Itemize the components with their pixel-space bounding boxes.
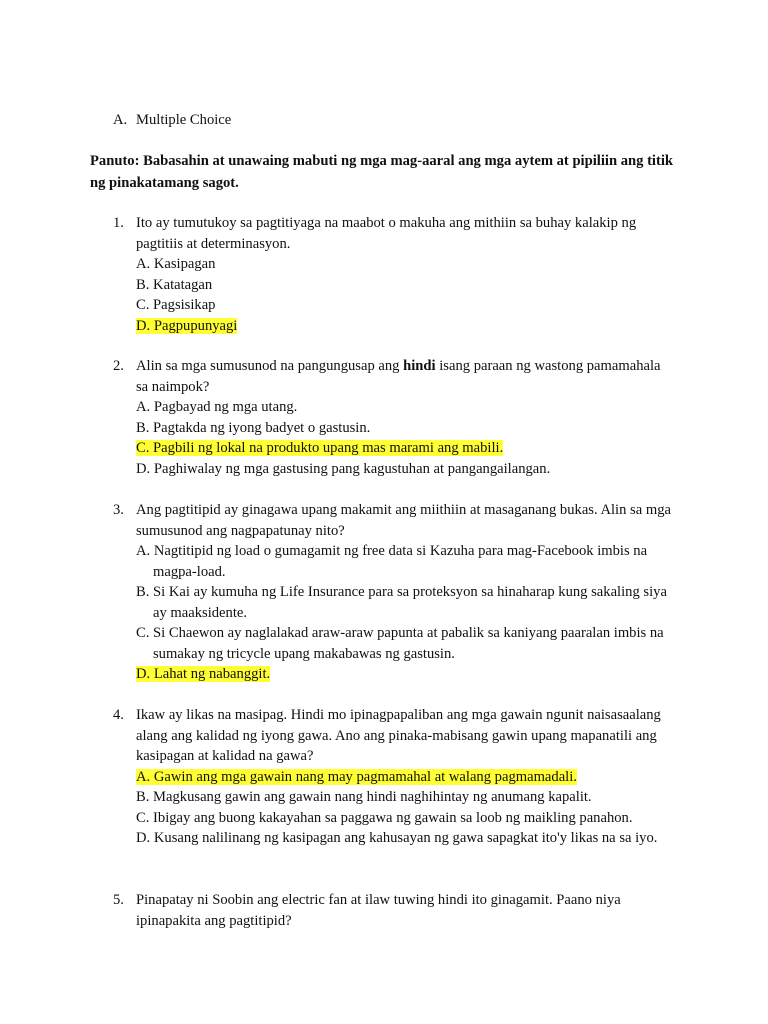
choice-d-answer: D. Pagpupunyagi [136,317,238,334]
choice-b: B. Si Kai ay kumuha ng Life Insurance para sa proteksyon sa hinaharap kung sakaling siya ay maaksidente. [136,584,667,621]
choice-a: A. Kasipagan [136,256,216,272]
section-marker: A. [113,112,128,128]
question-number: 3. [113,502,124,518]
question-1 [113,213,673,336]
instructions: Panuto: Babasahin at unawaing mabuti ng mga mag-aaral ang mga aytem at pipiliin ang titik ng pinakatamang sagot. [90,153,674,191]
section-heading [113,110,231,130]
question-2 [113,356,673,479]
question-stem: Pinapatay ni Soobin ang electric fan at ilaw tuwing hindi ito ginagamit. Paano niya ipinapakita ang pagtitipid? [136,892,621,929]
question-5 [113,890,673,931]
question-stem: Ikaw ay likas na masipag. Hindi mo ipinagpapaliban ang mga gawain ngunit naisasaalang alang ang kalidad ng iyong gawa. Ano ang pinaka-mabisang gawin upang mapanatili ang kasipagan at kalidad na gawa? [136,707,661,764]
question-stem: Ang pagtitipid ay ginagawa upang makamit ang miithiin at masaganang bukas. Alin sa mga sumusunod ang nagpapatunay nito? [136,502,671,539]
question-stem: Alin sa mga sumusunod na pangungusap ang hindi isang paraan ng wastong pamamahala sa naimpok? [136,358,661,395]
choice-c: C. Pagsisikap [136,297,216,313]
choice-a: A. Nagtitipid ng load o gumagamit ng free data si Kazuha para mag-Facebook imbis na magpa-load. [136,543,648,580]
choice-c: C. Ibigay ang buong kakayahan sa paggawa ng gawain sa loob ng maikling panahon. [136,809,633,826]
choice-a: A. Pagbayad ng mga utang. [136,399,298,415]
choice-a-answer: A. Gawin ang mga gawain nang may pagmamahal at walang pagmamadali. [136,768,577,785]
question-stem: Ito ay tumutukoy sa pagtitiyaga na maabot o makuha ang mithiin sa buhay kalakip ng pagtitiis at determinasyon. [136,215,637,252]
section-title: Multiple Choice [136,112,232,128]
emphasis-word: hindi [403,358,436,374]
question-3 [113,500,673,685]
choice-d-answer: D. Lahat ng nabanggit. [136,666,271,682]
choice-b: B. Magkusang gawin ang gawain nang hindi naghihintay ng anumang kapalit. [136,789,592,805]
question-4 [113,705,673,849]
question-number: 2. [113,358,124,374]
question-number: 1. [113,215,124,231]
question-number: 5. [113,892,124,908]
choice-d: D. Paghiwalay ng mga gastusing pang kagustuhan at pangangailangan. [136,460,551,477]
choice-c: C. Si Chaewon ay naglalakad araw-araw papunta at pabalik sa kaniyang paaralan imbis na sumakay ng tricycle upang makabawas ng gastusin. [136,625,664,662]
choice-b: B. Katatagan [136,276,213,293]
choice-c-answer: C. Pagbili ng lokal na produkto upang mas marami ang mabili. [136,440,504,456]
choice-d: D. Kusang nalilinang ng kasipagan ang kahusayan ng gawa sapagkat ito'y likas na sa iyo. [136,830,658,846]
choice-b: B. Pagtakda ng iyong badyet o gastusin. [136,419,371,436]
question-number: 4. [113,707,124,723]
